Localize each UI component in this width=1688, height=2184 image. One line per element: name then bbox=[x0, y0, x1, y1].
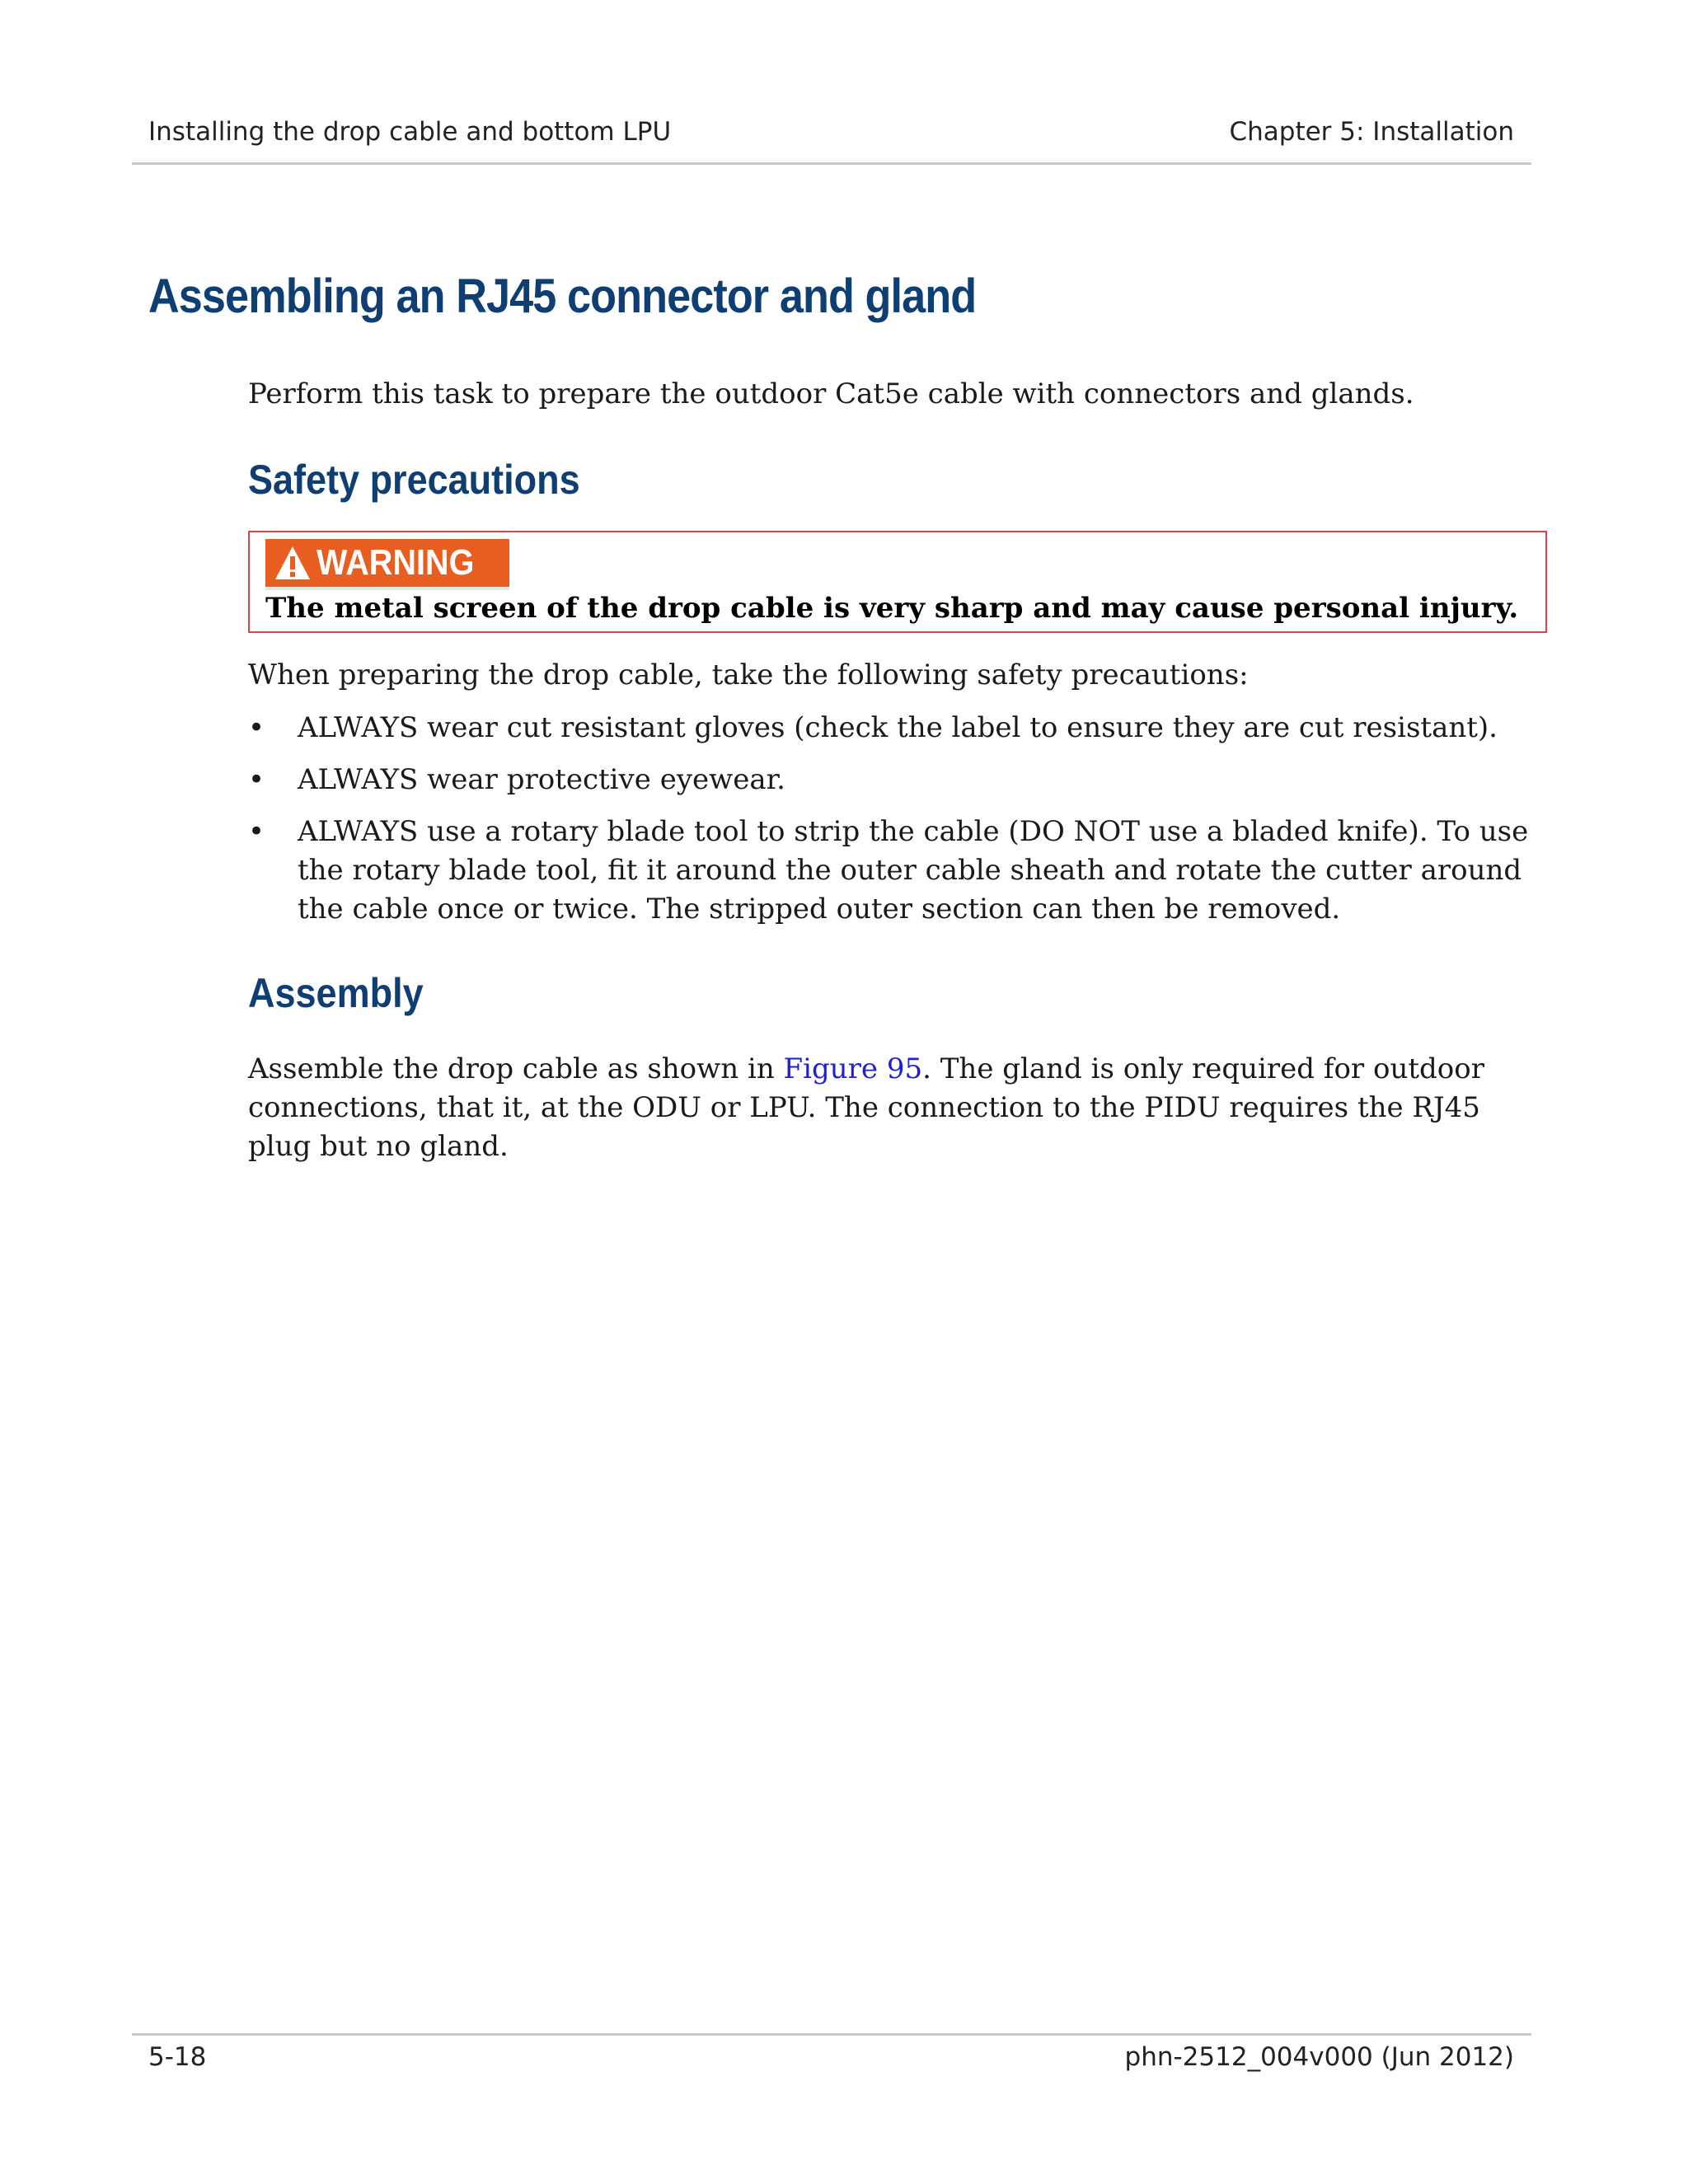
precautions-list bbox=[248, 709, 1528, 942]
list-item bbox=[248, 813, 1528, 929]
list-item-text-line: the rotary blade tool, fit it around the outer cable sheath and rotate the cutter around bbox=[298, 854, 1522, 887]
assembly-text: Assemble the drop cable as shown in bbox=[248, 1052, 784, 1085]
assembly-heading: Assembly bbox=[248, 970, 424, 1016]
header-rule bbox=[132, 162, 1531, 165]
running-header-chapter: Chapter 5: Installation bbox=[1229, 117, 1514, 147]
bullet-glyph: • bbox=[248, 763, 265, 796]
running-header-section: Installing the drop cable and bottom LPU bbox=[148, 117, 672, 147]
list-item-text: ALWAYS wear protective eyewear. bbox=[298, 763, 785, 796]
assembly-text: . The gland is only required for outdoor bbox=[922, 1052, 1484, 1085]
warning-label: WARNING bbox=[316, 542, 475, 583]
warning-triangle-icon bbox=[274, 545, 312, 581]
safety-heading: Safety precautions bbox=[248, 457, 580, 503]
list-item bbox=[248, 761, 1528, 799]
list-item-text-line: ALWAYS use a rotary blade tool to strip the cable (DO NOT use a bladed knife). To use bbox=[298, 815, 1529, 848]
figure-95-link[interactable]: Figure 95 bbox=[783, 1052, 923, 1085]
bullet-glyph: • bbox=[248, 711, 265, 744]
assembly-text: plug but no gland. bbox=[248, 1130, 509, 1163]
warning-box bbox=[248, 531, 1547, 633]
list-item-text-line: the cable once or twice. The stripped outer section can then be removed. bbox=[298, 893, 1341, 926]
page-number: 5-18 bbox=[148, 2042, 207, 2072]
warning-text: The metal screen of the drop cable is very sharp and may cause personal injury. bbox=[265, 592, 1519, 625]
assembly-text: connections, that it, at the ODU or LPU. The connection to the PIDU requires the RJ45 bbox=[248, 1091, 1480, 1124]
precautions-lead: When preparing the drop cable, take the following safety precautions: bbox=[248, 658, 1249, 691]
warning-badge bbox=[265, 539, 509, 587]
list-item-text: ALWAYS wear cut resistant gloves (check the label to ensure they are cut resistant). bbox=[298, 711, 1498, 744]
list-item bbox=[248, 709, 1528, 748]
bullet-glyph: • bbox=[248, 815, 265, 848]
document-id: phn-2512_004v000 (Jun 2012) bbox=[1124, 2042, 1514, 2072]
page-title: Assembling an RJ45 connector and gland bbox=[148, 269, 977, 323]
footer-rule bbox=[132, 2033, 1531, 2036]
assembly-paragraph bbox=[248, 1050, 1484, 1166]
intro-paragraph: Perform this task to prepare the outdoor Cat5e cable with connectors and glands. bbox=[248, 377, 1414, 410]
